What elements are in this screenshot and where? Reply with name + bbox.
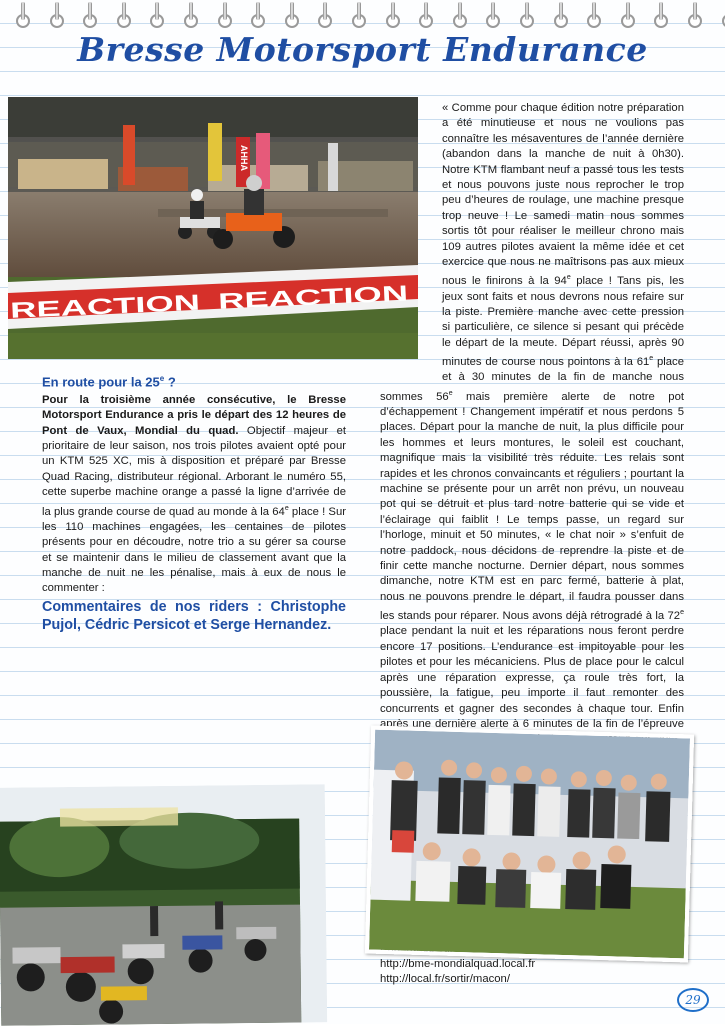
spiral-ring [50, 2, 64, 30]
spiral-ring [453, 2, 467, 30]
intro-paragraph: Pour la troisième année consécutive, le Bresse Motorsport Endurance a pris le départ des 12 heures de Pont de Vaux, Mondial du quad. Objectif majeur et prioritaire de leur saison, nos trois pilotes avaient opté pour un KTM 525 XC, mis à disposition et préparé par Bresse Quad Racing, distributeur régional. Arborant le numéro 55, cette superbe machine orange a passé la ligne d’arrivée de la plus grande course de quad au monde à la 64e place ! Sur les 110 machines engagées, les centaines de pilotes présents pour en découdre, notre trio a su gérer sa course et se maintenir dans le milieu de classement avant que la manche de nuit ne les pénalise, mais à eux de nous le commenter : [42, 393, 346, 595]
spiral-ring [722, 2, 725, 30]
spiral-ring [16, 2, 30, 30]
spiral-ring [83, 2, 97, 30]
page-title: Bresse Motorsport Endurance [77, 30, 648, 69]
intro-lead: Pour la troisième année consécutive, le Bresse Motorsport Endurance a pris le départ des 12 heures de Pont de Vaux, Mondial du quad. [42, 393, 346, 437]
link-local-sortir-macon[interactable]: http://local.fr/sortir/macon/ [380, 973, 510, 986]
page-number: 29 [677, 988, 709, 1012]
spiral-ring [285, 2, 299, 30]
link-bme-mondialquad[interactable]: http://bme-mondialquad.local.fr [380, 957, 536, 970]
spiral-ring [554, 2, 568, 30]
section-heading-25th: En route pour la 25e ? [42, 374, 176, 390]
tape-strip [60, 807, 178, 826]
spiral-ring [251, 2, 265, 30]
team-group-photo [365, 726, 694, 963]
spiral-ring [117, 2, 131, 30]
spiral-ring [184, 2, 198, 30]
spiral-ring [654, 2, 668, 30]
spiral-ring [419, 2, 433, 30]
quad-race-photo [8, 97, 418, 359]
spiral-ring [486, 2, 500, 30]
spiral-ring [386, 2, 400, 30]
reaction-banner-text: REACTION [9, 292, 126, 323]
riders-comments-heading: Commentaires de nos riders : Christophe Pujol, Cédric Persicot et Serge Hernandez. [42, 598, 346, 633]
spiral-ring [587, 2, 601, 30]
spiral-ring [218, 2, 232, 30]
spiral-ring [621, 2, 635, 30]
reaction-banner-text-2: REACTION [217, 283, 334, 314]
spiral-ring [520, 2, 534, 30]
spiral-ring [150, 2, 164, 30]
left-column [42, 371, 346, 638]
spiral-ring [318, 2, 332, 30]
spiral-ring [352, 2, 366, 30]
banner-red-flag-text: AHHA [239, 145, 249, 171]
story-paragraph: « Comme pour chaque édition notre préparation a été minutieuse et nous ne voulions pas connaître les mésaventures de l’année dernière (abandon dans la manche de nuit à 0h30). Notre KTM flambant neuf a passé tous les tests et nous pouvons juste nous reprocher le trop peu d’heures de roulage, une machine presque trop neuve ! Le samedi matin nous sommes sortis tôt pour réaliser le meilleur chrono mais 109 autres pilotes avaient la même idée et cet exercice que nous ne maîtrisons pas aux mieux nous le finirons à la 94e place ! Tans pis, les jeux sont faits et nous devrons nous refaire sur la piste. Première manche avec cette pression si particulière, ce silence si pesant qui précède le départ de la meute. Départ réussi, après 90 minutes de course nous pointons à la 61e place et à 30 minutes de la fin de manche nous sommes 56e mais première alerte de notre pot d’échappement ! Changement impératif et nous perdons 5 places. Départ pour la manche de nuit, la plus difficile pour les hommes et leurs montures, le soleil est couchant, magnifique mais la visibilité très réduite. Les relais sont rapides et les chronos convaincants et réguliers ; pourtant la machine se présente pour un arrêt non prévu, un nouveau pot qui se détruit et plus tard notre batterie qui se vide et l’éclairage qui faiblit ! Le temps passe, un regard sur l’horloge, minuit et 50 minutes, « le chat noir » s’enfuit de notre paddock, nous décidons de reprendre la piste et de finir cette manche nocturne. Dernier départ, nous sommes dimanche, notre KTM est en parc fermé, batterie à plat, nous ne pouvons prendre le départ, il faudra pousser dans les stands pour réparer. Nous avons déjà rétrogradé à la 72e place pendant la nuit et les réparations nous feront perdre encore 17 positions. L’endurance est impitoyable pour les pilotes et pour les mécaniciens. Plus de place pour le calcul après une réparation expresse, ça roule très fort, la poussière, la fatigue, peu importe il faut remonter des concurrents et gagner des secondes à chaque tour. Enfin après une dernière alerte à 6 minutes de la fin de l’épreuve [380, 102, 684, 730]
spiral-binding [0, 0, 725, 34]
spiral-ring [688, 2, 702, 30]
